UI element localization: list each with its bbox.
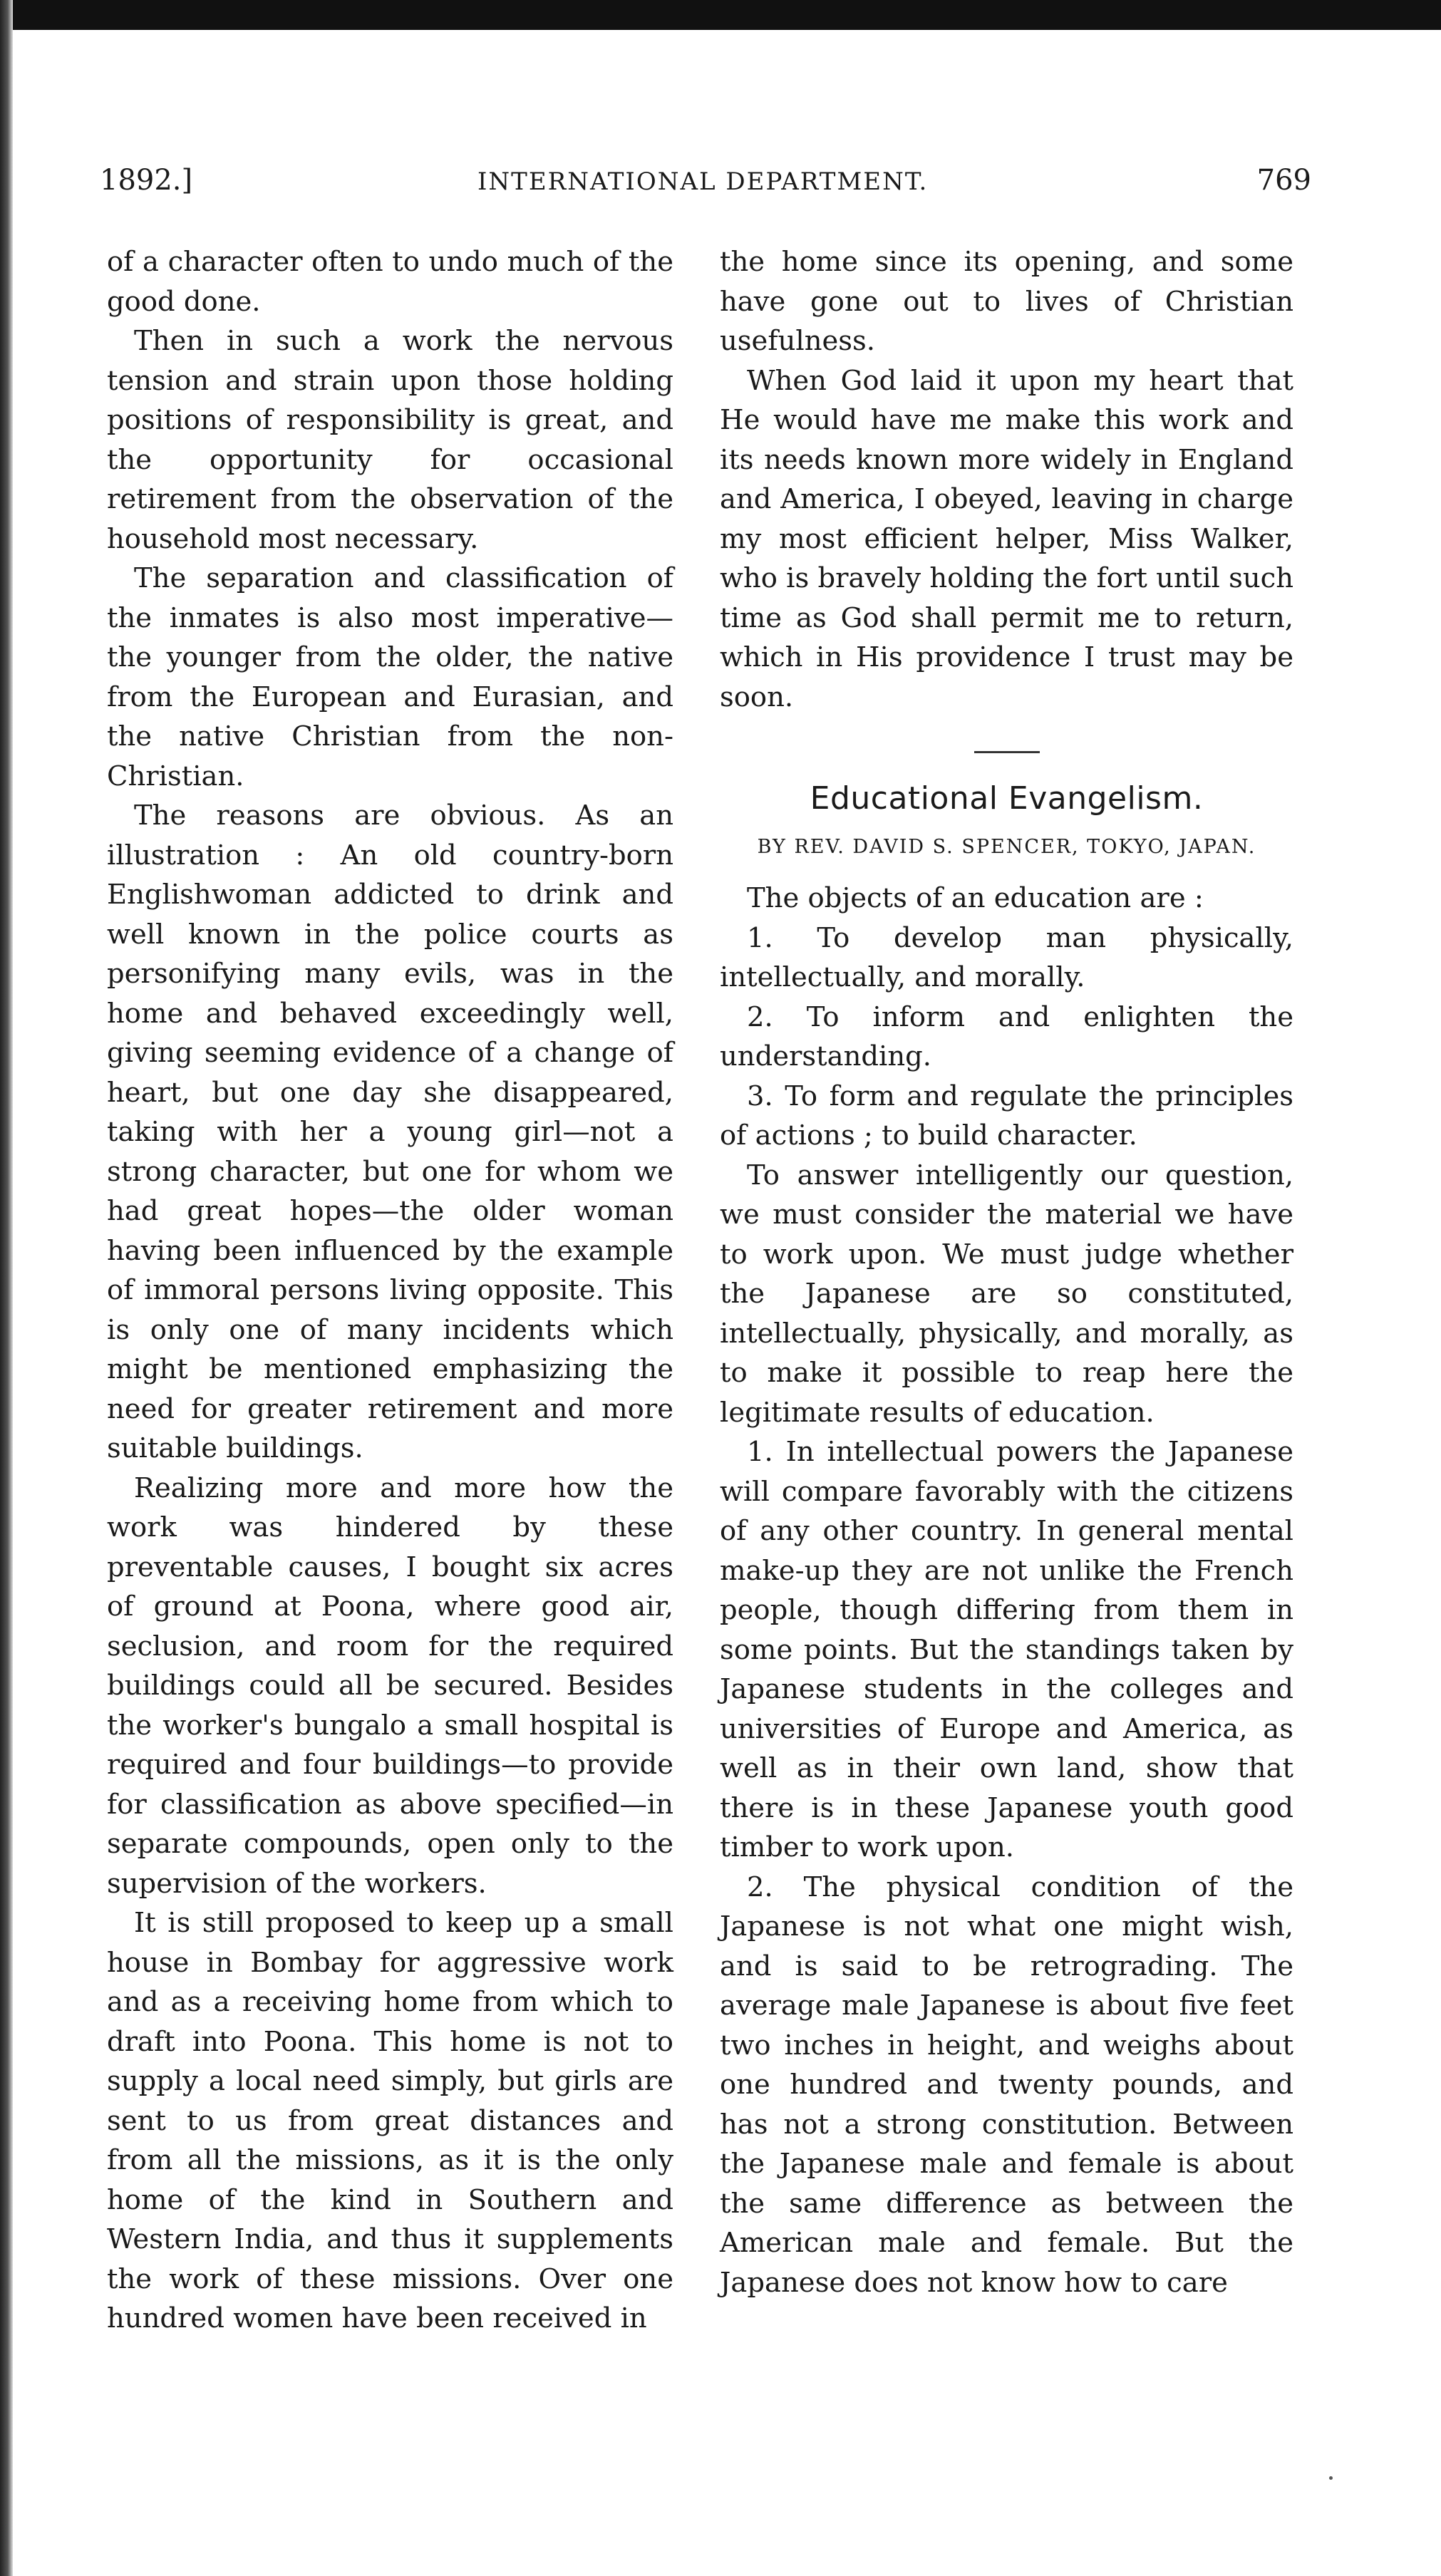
paragraph: the home since its opening, and some have gone out to lives of Christian usefulness. <box>720 246 1293 357</box>
left-column <box>107 242 673 2339</box>
paragraph: 2. The physical condition of the Japanese is not what one might wish, and is said to be retrograding. The average male Japanese is about five feet two inches in height, and weighs about one hundred and twenty pounds, and has not a strong constitution. Between the Japanese male and female is about the same difference as between the American male and female. But the Japanese does not know how to care <box>720 1871 1293 2299</box>
paragraph: Realizing more and more how the work was hindered by these preventable causes, I bought six acres of ground at Poona, where good air, seclusion, and room for the required buildings could all be secured. Besides the worker's bungalo a small hospital is required and four buildings—to provide for classification as above specified—in separate compounds, open only to the supervision of the workers. <box>107 1471 673 1900</box>
running-header <box>100 164 1311 207</box>
page-number: 769 <box>1256 164 1311 197</box>
paragraph: The reasons are obvious. As an illustration : An old country-born Englishwoman addicted to drink and well known in the police courts as personifying many evils, was in the home and behaved exceedingly well, giving seeming evidence of a change of heart, but one day she disappeared, taking with her a young girl—not a strong character, but one for whom we had great hopes—the older woman having been influenced by the example of immoral persons living opposite. This is only one of many incidents which might be mentioned emphasizing the need for greater retirement and more suitable buildings. <box>107 800 673 1464</box>
paragraph: 1. In intellectual powers the Japanese will compare favorably with the citizens of any other country. In general mental make-up they are not unlike the French people, though differing from them in some points. But the standings taken by Japanese students in the colleges and universities of Europe and America, as well as in their own land, show that there is in these Japanese youth good timber to work upon. <box>720 1436 1293 1863</box>
article-byline: BY REV. DAVID S. SPENCER, TOKYO, JAPAN. <box>757 836 1256 858</box>
paragraph: The objects of an education are : <box>747 882 1204 914</box>
paragraph: To answer intelligently our question, we must consider the material we have to work upon. We must judge whether the Japanese are so constituted, intellectually, physically, and morally, as to make it possible to reap here the legitimate results of education. <box>720 1159 1293 1429</box>
list-item: 2. To inform and enlighten the understanding. <box>720 1000 1293 1072</box>
paragraph: The separation and classification of the inmates is also most imperative—the younger from the older, the native from the European and Eurasian, and the native Christian from the non-Christian. <box>107 562 673 792</box>
paragraph: When God laid it upon my heart that He would have me make this work and its needs known more widely in England and America, I obeyed, leaving in charge my most efficient helper, Miss Walker, who is bravely holding the fort until such time as God shall permit me to return, which in His providence I trust may be soon. <box>720 364 1293 713</box>
scan-border-top <box>0 0 1441 30</box>
article-title: Educational Evangelism. <box>810 780 1204 817</box>
paragraph: of a character often to undo much of the good done. <box>107 246 673 318</box>
right-column <box>720 242 1293 2302</box>
scan-speck <box>1329 2476 1333 2480</box>
list-item: 3. To form and regulate the principles of actions ; to build character. <box>720 1080 1293 1152</box>
paragraph: Then in such a work the nervous tension and strain upon those holding positions of responsibility is great, and the opportunity for occasional retirement from the observation of the household most necessary. <box>107 325 673 555</box>
scan-border-left <box>0 0 13 2576</box>
header-department: INTERNATIONAL DEPARTMENT. <box>477 167 929 196</box>
paragraph: It is still proposed to keep up a small house in Bombay for aggressive work and as a receiving home from which to draft into Poona. This home is not to supply a local need simply, but girls are sent to us from great distances and from all the missions, as it is the only home of the kind in Southern and Western India, and thus it supplements the work of these missions. Over one hundred women have been received in <box>107 1907 673 2334</box>
header-year: 1892.] <box>100 164 193 197</box>
list-item: 1. To develop man physically, intellectually, and morally. <box>720 921 1293 993</box>
section-divider <box>974 751 1040 753</box>
